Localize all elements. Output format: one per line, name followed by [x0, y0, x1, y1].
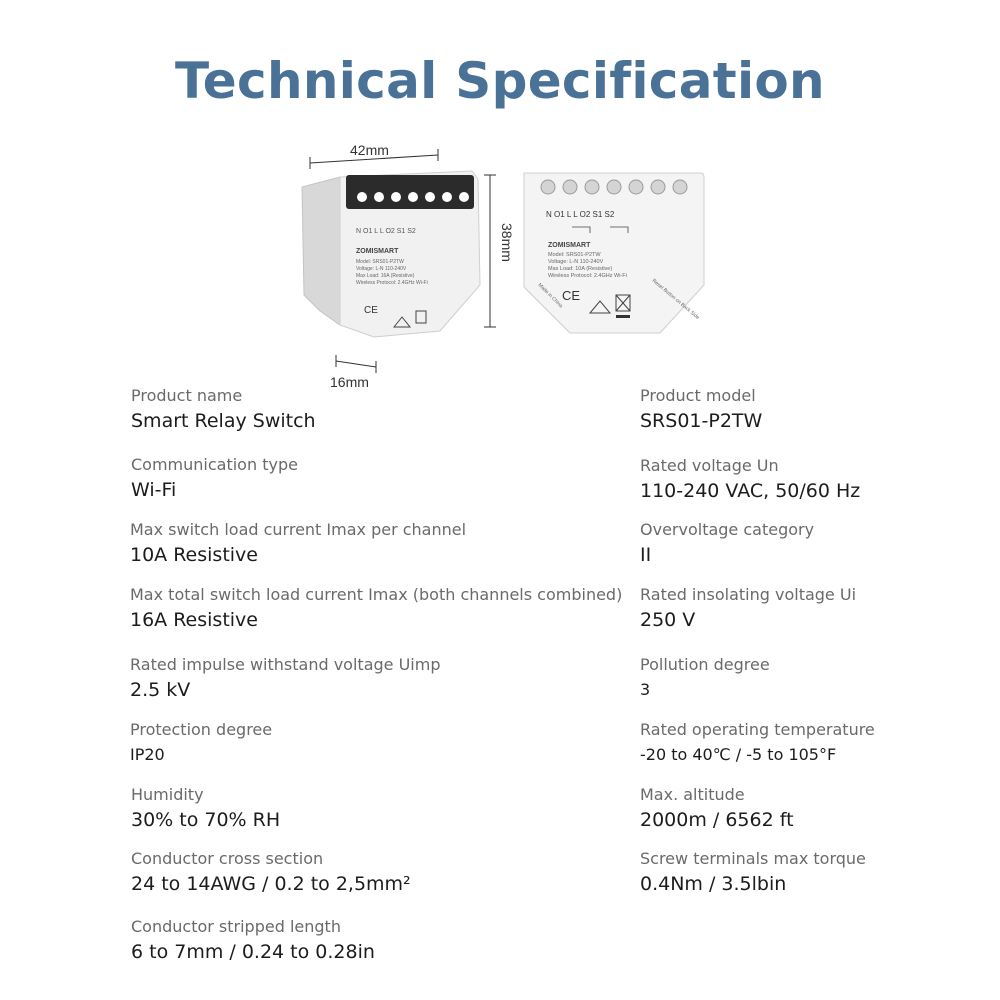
spec-rated-voltage [640, 456, 860, 504]
page-title: Technical Specification [175, 52, 825, 110]
spec-value: Smart Relay Switch [131, 410, 316, 432]
spec-pollution-degree [640, 655, 770, 703]
depth-dimension [330, 355, 376, 390]
product-dimension-figure [290, 135, 720, 395]
spec-value: Wi-Fi [131, 479, 177, 501]
spec-impulse-voltage [130, 655, 440, 703]
device-brand: ZOMISMART [548, 242, 591, 249]
svg-text:Wireless Protocol: 2.4GHz Wi-F: Wireless Protocol: 2.4GHz Wi-Fi [356, 280, 428, 286]
spec-label: Max total switch load current Imax (both channels combined) [130, 585, 623, 604]
spec-value: 2.5 kV [130, 679, 191, 701]
spec-terminal-torque [640, 849, 866, 897]
svg-text:Voltage: L-N 110-240V: Voltage: L-N 110-240V [356, 266, 407, 272]
spec-label: Pollution degree [640, 655, 770, 674]
height-dimension [484, 175, 515, 327]
spec-max-total-load [130, 585, 622, 633]
spec-value: 6 to 7mm / 0.24 to 0.28in [131, 941, 375, 963]
spec-label: Rated operating temperature [640, 720, 875, 739]
spec-label: Conductor stripped length [131, 917, 341, 936]
spec-value: 10A Resistive [130, 544, 258, 566]
spec-value: 0.4Nm / 3.5lbin [640, 873, 787, 895]
spec-label: Rated insolating voltage Ui [640, 585, 857, 604]
spec-label: Humidity [131, 785, 204, 804]
spec-humidity [131, 785, 280, 833]
height-label: 38mm [499, 223, 515, 262]
spec-label: Rated voltage Un [640, 456, 779, 475]
svg-text:N O1 L L O2 S1: N O1 L L O2 S1 S2 [546, 210, 615, 219]
spec-value: IP20 [130, 745, 165, 764]
width-dimension [310, 142, 438, 169]
device-line-4: Wireless Protocol: 2.4GHz Wi-Fi [548, 273, 627, 279]
spec-value: SRS01-P2TW [640, 410, 763, 432]
spec-value: -20 to 40℃ / -5 to 105°F [640, 745, 837, 764]
ce-mark: CE [562, 288, 581, 303]
svg-text:N O1 L L O2 S1 S: N O1 L L O2 S1 S2 [356, 228, 416, 235]
spec-label: Protection degree [130, 720, 273, 739]
spec-value: 110-240 VAC, 50/60 Hz [640, 480, 861, 502]
spec-value: II [640, 544, 652, 566]
spec-protection-degree [130, 720, 272, 768]
spec-max-altitude [640, 785, 794, 833]
device-line-2: Voltage: L-N 110-240V [548, 259, 604, 265]
spec-label: Communication type [131, 455, 298, 474]
svg-text:Model: SRS01-P2TW: Model: SRS01-P2TW [356, 259, 404, 265]
spec-label: Product name [131, 386, 243, 405]
svg-text:CE: CE [364, 305, 378, 316]
spec-communication-type [131, 455, 298, 503]
spec-conductor-cross-section [131, 849, 411, 897]
spec-conductor-stripped-length [131, 917, 375, 965]
width-label: 42mm [350, 142, 389, 158]
spec-product-model [640, 386, 762, 434]
device-line-3: Max Load: 10A (Resistive) [548, 266, 613, 272]
spec-label: Product model [640, 386, 756, 405]
spec-value: 3 [640, 680, 651, 699]
spec-label: Max switch load current Imax per channel [130, 520, 467, 539]
spec-value: 16A Resistive [130, 609, 258, 631]
device-line-1: Model: SRS01-P2TW [548, 252, 601, 258]
spec-label: Max. altitude [640, 785, 745, 804]
made-in-text: Made in China [536, 282, 564, 310]
spec-value: 24 to 14AWG / 0.2 to 2,5mm² [131, 873, 411, 895]
spec-product-name [131, 386, 316, 434]
spec-value: 250 V [640, 609, 696, 631]
spec-label: Conductor cross section [131, 849, 324, 868]
spec-label: Rated impulse withstand voltage Uimp [130, 655, 441, 674]
depth-label: 16mm [330, 374, 369, 390]
spec-label: Overvoltage category [640, 520, 815, 539]
spec-overvoltage-category [640, 520, 814, 568]
svg-text:ZOMISMART: ZOMISMART [356, 248, 399, 255]
reset-text: Reset Button on Back Side [650, 277, 701, 321]
spec-value: 30% to 70% RH [131, 809, 281, 831]
spec-label: Screw terminals max torque [640, 849, 866, 868]
device-perspective-view [302, 171, 480, 337]
spec-operating-temperature [640, 720, 875, 768]
spec-insolating-voltage [640, 585, 856, 633]
spec-max-switch-load [130, 520, 466, 568]
svg-text:Max Load: 16A (Resistive): Max Load: 16A (Resistive) [356, 273, 415, 279]
device-front-view [524, 173, 704, 333]
spec-value: 2000m / 6562 ft [640, 809, 794, 831]
